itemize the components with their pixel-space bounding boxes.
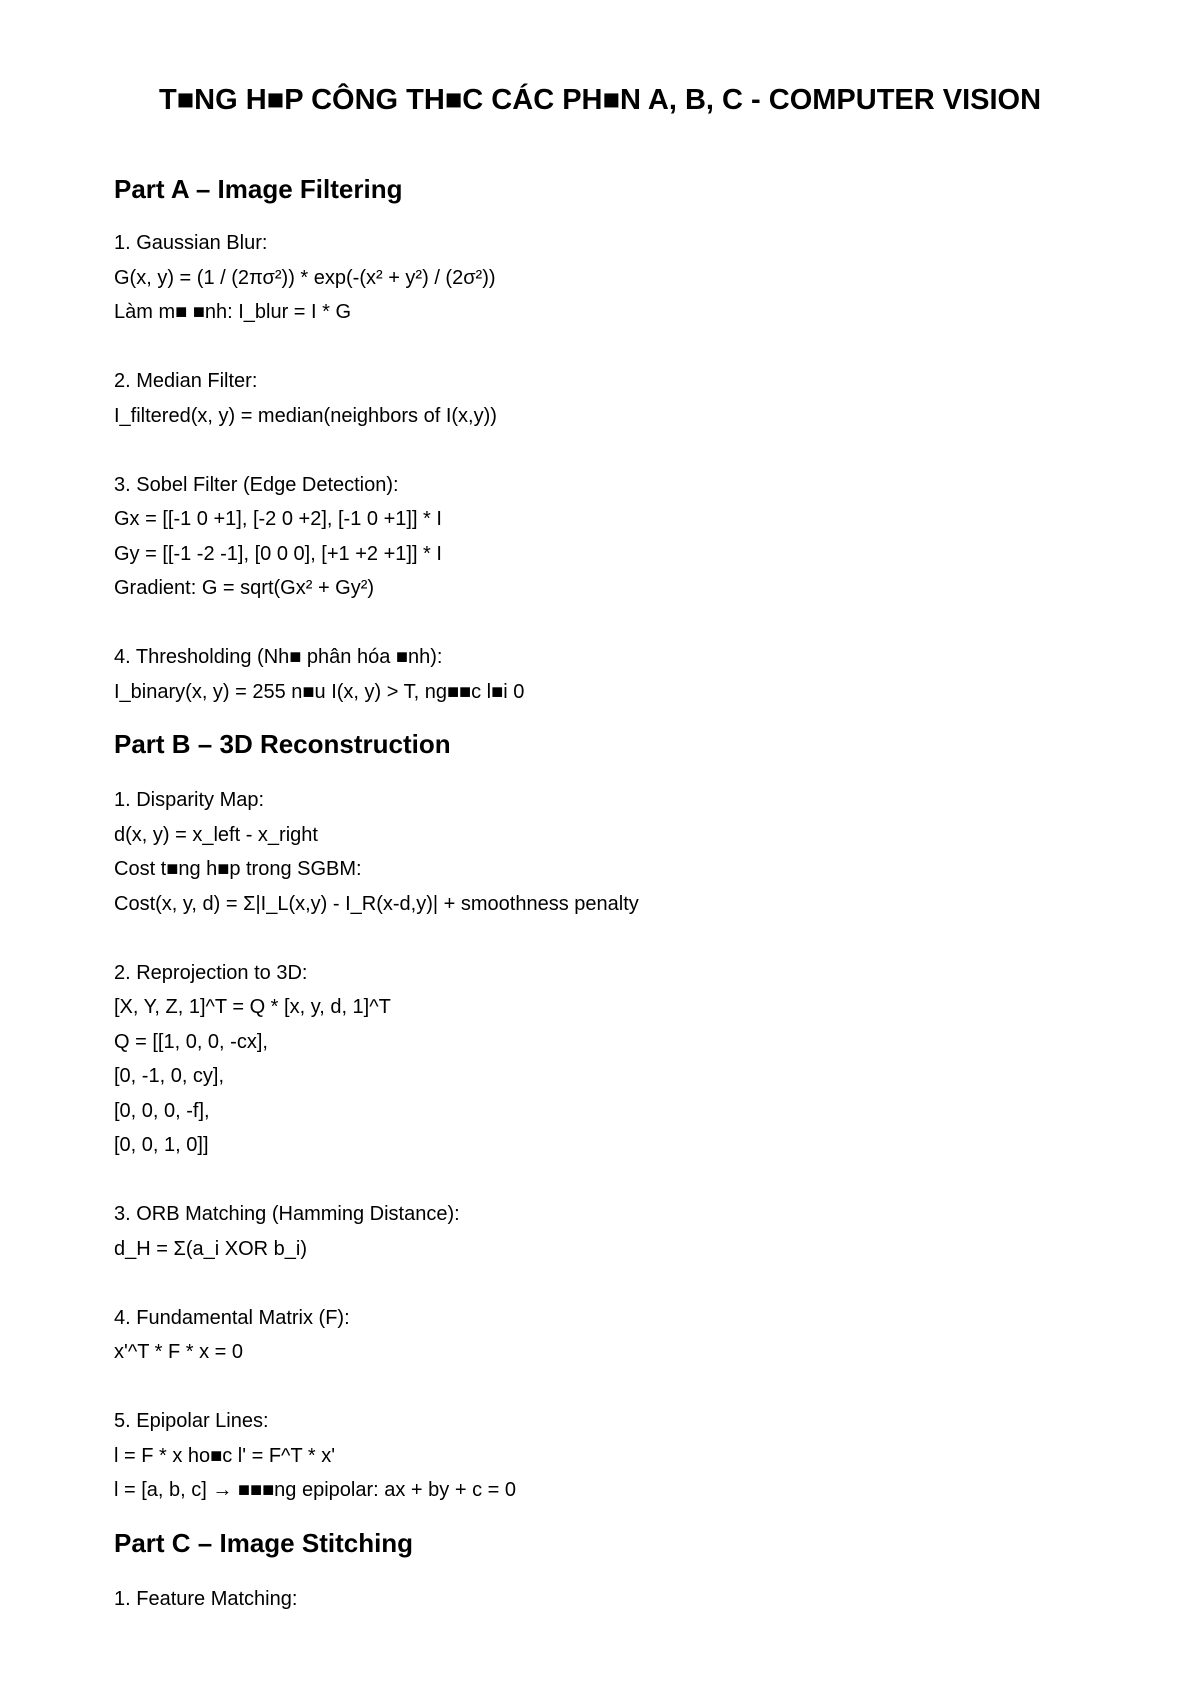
text-line: 4. Fundamental Matrix (F): [114, 1306, 350, 1329]
text-line: 3. ORB Matching (Hamming Distance): [114, 1203, 460, 1225]
text-line: 1. Gaussian Blur: [114, 232, 268, 254]
text-line: l = [a, b, c] → ■■■ng epipolar: ax + by + c = 0 [114, 1479, 517, 1501]
text-line: d(x, y) = x_left - x_right [114, 823, 318, 846]
document-title: T■NG H■P CÔNG TH■C CÁC PH■N A, B, C - COMPUTER VISION [158, 84, 1042, 116]
text-line: Q = [[1, 0, 0, -cx], [114, 1030, 268, 1053]
text-line: 1. Disparity Map: [114, 789, 265, 811]
document-content [114, 172, 1154, 1616]
section-heading: Part B – 3D Reconstruction [114, 729, 451, 759]
text-line: G(x, y) = (1 / (2πσ²)) * exp(-(x² + y²) / (2σ²)) [114, 266, 496, 289]
text-line: Cost t■ng h■p trong SGBM: [114, 858, 362, 880]
text-line: 2. Median Filter: [114, 370, 258, 392]
section-part-c [114, 1526, 1154, 1617]
section-part-b [114, 727, 1154, 1508]
blank-line [114, 1266, 1154, 1301]
text-line: [X, Y, Z, 1]^T = Q * [x, y, d, 1]^T [114, 996, 391, 1018]
blank-line [114, 1163, 1154, 1198]
text-line: I_filtered(x, y) = median(neighbors of I(x,y)) [114, 404, 497, 427]
blank-line [114, 1370, 1154, 1405]
text-line: Gradient: G = sqrt(Gx² + Gy²) [114, 577, 375, 599]
section-body [114, 1582, 1154, 1617]
text-line: [0, 0, 0, -f], [114, 1099, 210, 1122]
text-line: Cost(x, y, d) = Σ|I_L(x,y) - I_R(x-d,y)| + smoothness penalty [114, 892, 639, 915]
text-line: 4. Thresholding (Nh■ phân hóa ■nh): [114, 646, 443, 668]
text-line: [0, 0, 1, 0]] [114, 1134, 209, 1156]
text-line: d_H = Σ(a_i XOR b_i) [114, 1237, 307, 1260]
text-line: 1. Feature Matching: [114, 1587, 298, 1610]
text-line: 3. Sobel Filter (Edge Detection): [114, 473, 399, 496]
blank-line [114, 606, 1154, 641]
text-line: [0, -1, 0, cy], [114, 1065, 225, 1087]
text-line: I_binary(x, y) = 255 n■u I(x, y) > T, ng■■c l■i 0 [114, 680, 525, 703]
text-line: 5. Epipolar Lines: [114, 1410, 269, 1432]
section-body [114, 783, 1154, 1508]
text-line: Làm m■ ■nh: I_blur = I * G [114, 301, 352, 323]
section-body [114, 226, 1154, 709]
blank-line [114, 433, 1154, 468]
text-line: Gx = [[-1 0 +1], [-2 0 +2], [-1 0 +1]] * I [114, 508, 442, 530]
blank-line [114, 330, 1154, 365]
text-line: l = F * x ho■c l' = F^T * x' [114, 1444, 336, 1467]
section-part-a [114, 172, 1154, 709]
text-line: Gy = [[-1 -2 -1], [0 0 0], [+1 +2 +1]] * I [114, 542, 442, 565]
section-heading: Part C – Image Stitching [114, 1527, 414, 1558]
text-line: 2. Reprojection to 3D: [114, 961, 308, 984]
text-line: x'^T * F * x = 0 [114, 1341, 243, 1363]
section-heading: Part A – Image Filtering [114, 174, 403, 204]
blank-line [114, 921, 1154, 956]
